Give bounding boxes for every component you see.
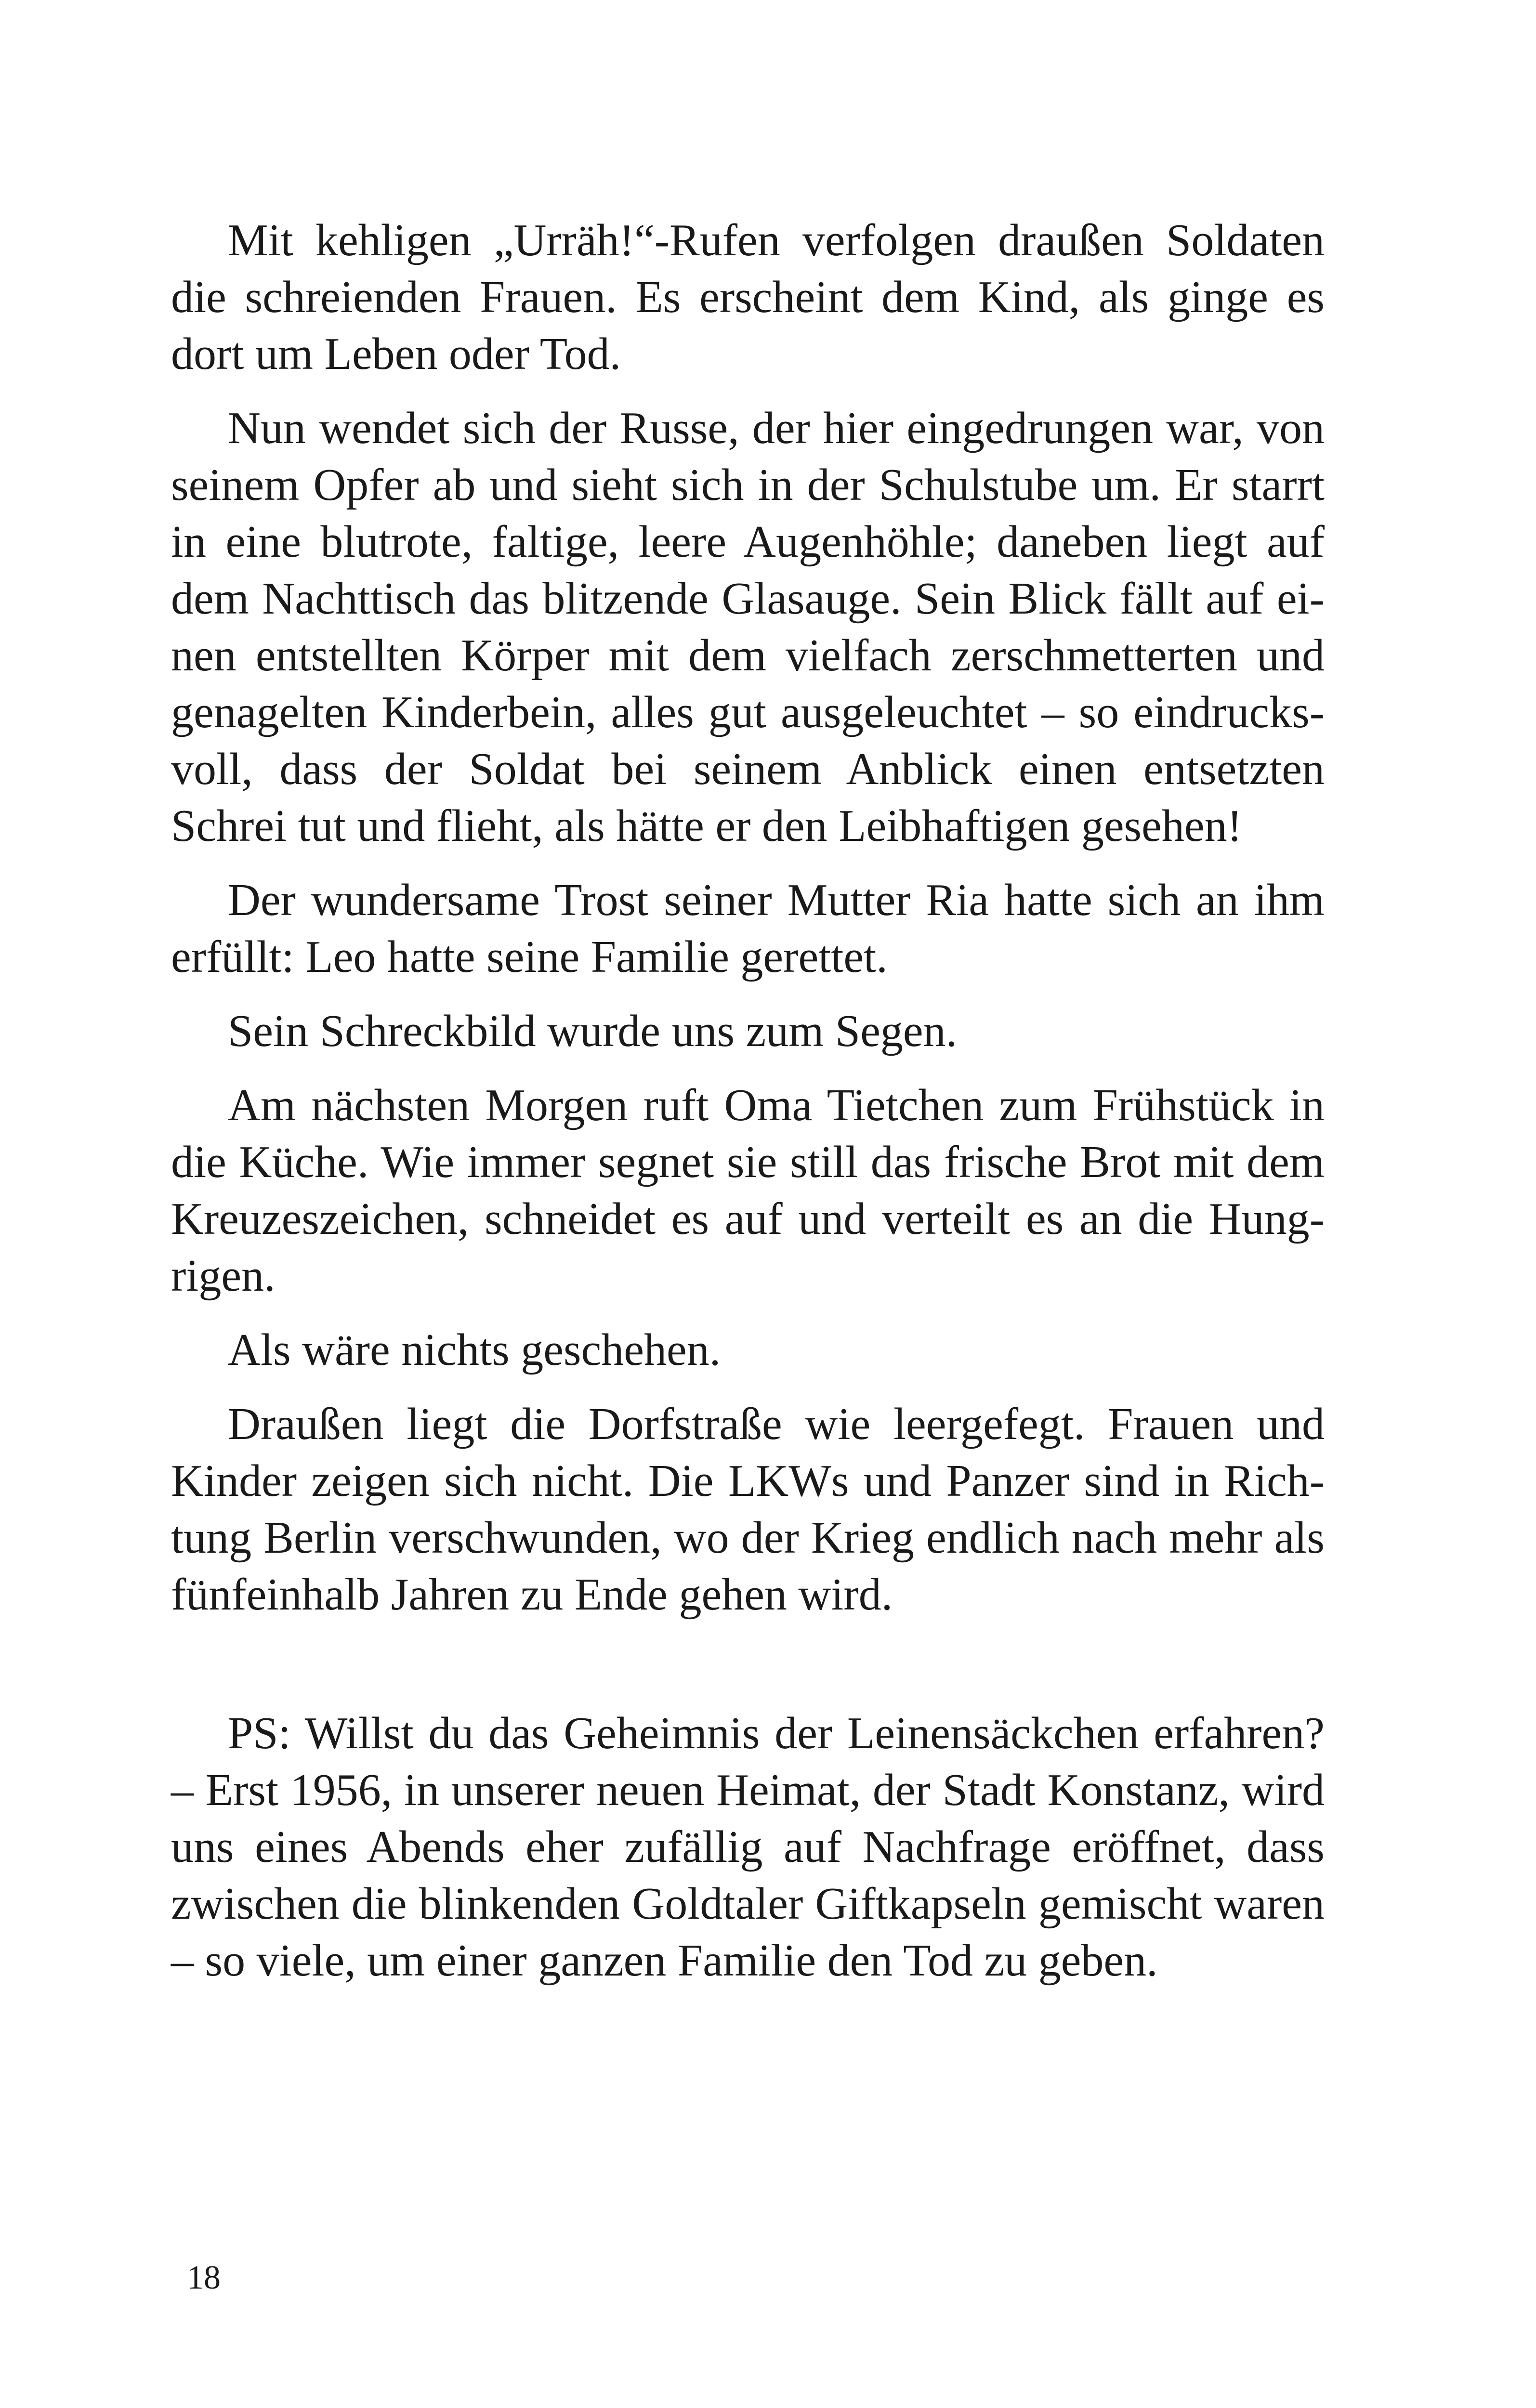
page-body — [171, 212, 1325, 2006]
paragraph-blessing: Sein Schreckbild wurde uns zum Segen. — [228, 1006, 958, 1056]
page-number: 18 — [187, 2259, 221, 2296]
paragraph-russian-soldier: Nun wendet sich der Russe, der hier eingedrungen war, von seinem Opfer ab und sieht sich in der Schulstube um. Er starrt in eine blutrote, faltige, leere Augenhöhle; daneben liegt auf dem Nachttisch das blitzende Glasauge. Sein Blick fällt auf einen entstellten Körper mit dem vielfach zerschmetterten und genagelten Kinderbein, alles gut ausgeleuchtet – so eindrucksvoll, dass der Soldat bei seinem Anblick einen entsetzten Schrei tut und flieht, als hätte er den Leibhaftigen gesehen! — [171, 403, 1325, 851]
paragraph-soldiers: Mit kehligen „Urräh!“-Rufen verfolgen draußen Soldaten die schreienden Frauen. Es erscheint dem Kind, als ginge es dort um Leben oder Tod. — [171, 215, 1325, 379]
paragraph-mother-comfort: Der wundersame Trost seiner Mutter Ria hatte sich an ihm erfüllt: Leo hatte seine Familie gerettet. — [171, 875, 1325, 982]
paragraph-next-morning: Am nächsten Morgen ruft Oma Tietchen zum Frühstück in die Küche. Wie immer segnet sie still das frische Brot mit dem Kreuzeszeichen, schneidet es auf und verteilt es an die Hungrigen. — [171, 1080, 1325, 1301]
paragraph-as-if-nothing: Als wäre nichts geschehen. — [228, 1325, 721, 1375]
paragraph-village-street: Draußen liegt die Dorfstraße wie leergefegt. Frauen und Kinder zeigen sich nicht. Die LKWs und Panzer sind in Richtung Berlin verschwunden, wo der Krieg endlich nach mehr als fünfeinhalb Jahren zu Ende gehen wird. — [171, 1399, 1325, 1620]
postscript-paragraph: PS: Willst du das Geheimnis der Leinensäckchen erfahren? – Erst 1956, in unserer neuen Heimat, der Stadt Konstanz, wird uns eines Abends eher zufällig auf Nachfrage eröffnet, dass zwischen die blinkenden Goldtaler Giftkapseln gemischt waren – so viele, um einer ganzen Familie den Tod zu geben. — [171, 1708, 1325, 1986]
